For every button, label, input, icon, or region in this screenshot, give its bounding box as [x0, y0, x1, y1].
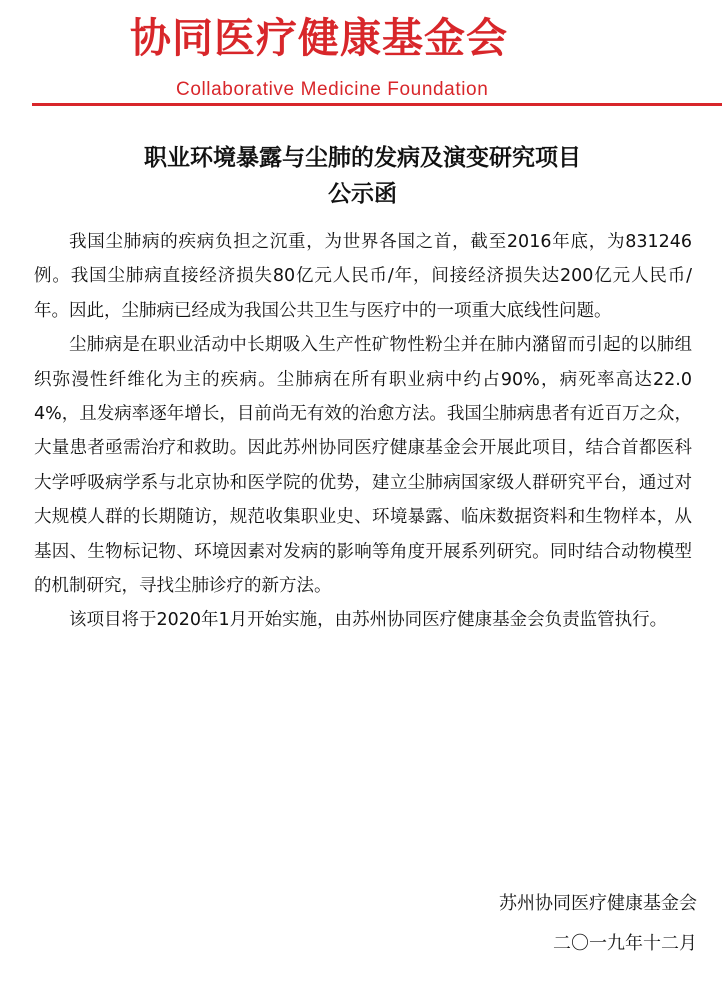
foundation-name-english: Collaborative Medicine Foundation	[176, 79, 489, 100]
signature-date: 二〇一九年十二月	[553, 933, 697, 954]
signature-organization: 苏州协同医疗健康基金会	[499, 893, 697, 914]
document-title	[0, 140, 725, 212]
foundation-name-chinese: 协同医疗健康基金会	[130, 14, 508, 62]
paragraph-disease-burden: 我国尘肺病的疾病负担之沉重，为世界各国之首，截至2016年底，为831246例。我国尘肺病直接经济损失80亿元人民币/年，间接经济损失达200亿元人民币/年。因此，尘肺病已经成为我国公共卫生与医疗中的一项重大底线性问题。	[34, 232, 692, 321]
document-body	[34, 225, 692, 638]
document-title-line-2: 公示函	[328, 181, 397, 207]
document-title-line-1: 职业环境暴露与尘肺的发病及演变研究项目	[144, 145, 581, 171]
letterhead-divider	[32, 103, 722, 106]
signature-block	[499, 884, 697, 964]
paragraph-project-description: 尘肺病是在职业活动中长期吸入生产性矿物性粉尘并在肺内潴留而引起的以肺组织弥漫性纤维化为主的疾病。尘肺病在所有职业病中约占90%，病死率高达22.04%，且发病率逐年增长，目前尚无有效的治愈方法。我国尘肺病患者有近百万之众，大量患者亟需治疗和救助。因此苏州协同医疗健康基金会开展此项目，结合首都医科大学呼吸病学系与北京协和医学院的优势，建立尘肺病国家级人群研究平台，通过对大规模人群的长期随访，规范收集职业史、环境暴露、临床数据资料和生物样本，从基因、生物标记物、环境因素对发病的影响等角度开展系列研究。同时结合动物模型的机制研究，寻找尘肺诊疗的新方法。	[34, 335, 692, 597]
letterhead	[0, 0, 725, 112]
paragraph-implementation: 该项目将于2020年1月开始实施，由苏州协同医疗健康基金会负责监管执行。	[69, 610, 668, 631]
